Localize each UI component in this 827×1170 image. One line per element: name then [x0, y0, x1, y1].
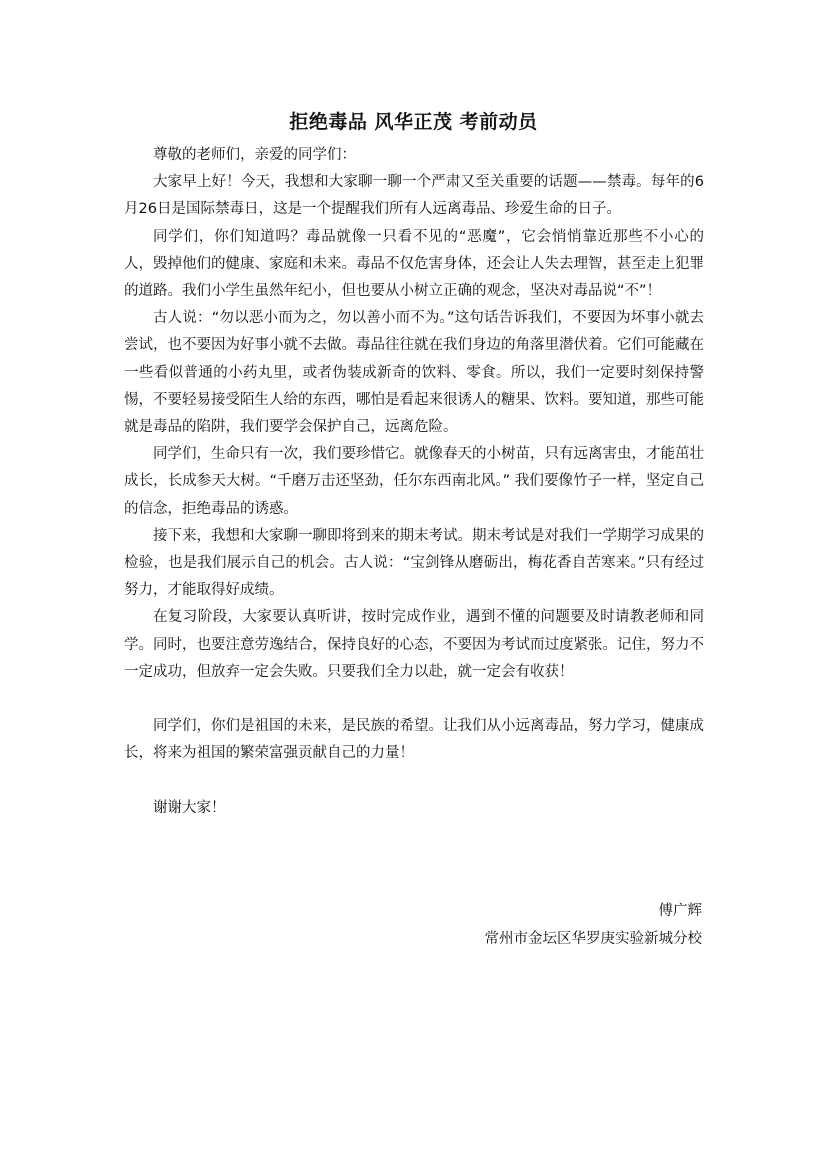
- document-title: 拒绝毒品 风华正茂 考前动员: [289, 111, 538, 133]
- paragraph-greeting: 大家早上好！今天，我想和大家聊一聊一个严肃又至关重要的话题——禁毒。每年的6月26日是国际禁毒日，这是一个提醒我们所有人远离毒品、珍爱生命的日子。: [124, 174, 704, 218]
- paragraph-cherish-life: 同学们，生命只有一次，我们要珍惜它。就像春天的小树苗，只有远离害虫，才能茁壮成长，长成参天大树。“千磨万击还坚劲，任尔东西南北风。” 我们要像竹子一样，坚定自己的信念，拒绝毒品的诱惑。: [124, 446, 704, 517]
- paragraph-closing: 同学们，你们是祖国的未来，是民族的希望。让我们从小远离毒品，努力学习，健康成长，将来为祖国的繁荣富强贡献自己的力量！: [124, 718, 704, 762]
- paragraph-spacer: [124, 686, 704, 713]
- thanks-line: 谢谢大家！: [153, 799, 226, 816]
- paragraph-final-exam: 接下来，我想和大家聊一聊即将到来的期末考试。期末考试是对我们一学期学习成果的检验，也是我们展示自己的机会。古人说：“宝剑锋从磨砺出，梅花香自苦寒来。”只有经过努力，才能取得好成绩。: [124, 527, 704, 599]
- paragraph-drug-danger: 同学们，你们知道吗？毒品就像一只看不见的“恶魔”，它会悄悄靠近那些不小心的人，毁掉他们的健康、家庭和未来。毒品不仅危害身体，还会让人失去理智，甚至走上犯罪的道路。我们小学生虽然年纪小，但也要从小树立正确的观念，坚决对毒品说“不”！: [124, 228, 704, 300]
- paragraph-spacer: [124, 768, 704, 795]
- paragraph-review-advice: 在复习阶段，大家要认真听讲，按时完成作业，遇到不懂的问题要及时请教老师和同学。同时，也要注意劳逸结合，保持良好的心态，不要因为考试而过度紧张。记住，努力不一定成功，但放弃一定会失败。只要我们全力以赴，就一定会有收获！: [124, 609, 704, 680]
- document-body: [124, 142, 704, 822]
- author-name: 傅广辉: [658, 903, 702, 919]
- school-name: 常州市金坛区华罗庚实验新城分校: [484, 931, 702, 947]
- signature-block: [485, 897, 703, 953]
- salutation: 尊敬的老师们，亲爱的同学们：: [153, 147, 356, 163]
- paragraph-ancient-saying: 古人说：“勿以恶小而为之，勿以善小而不为。”这句话告诉我们，不要因为坏事小就去尝试，也不要因为好事小就不去做。毒品往往就在我们身边的角落里潜伏着。它们可能藏在一些看似普通的小药丸里，或者伪装成新奇的饮料、零食。所以，我们一定要时刻保持警惕，不要轻易接受陌生人给的东西，哪怕是看起来很诱人的糖果、饮料。要知道，那些可能就是毒品的陷阱，我们要学会保护自己，远离危险。: [124, 310, 704, 436]
